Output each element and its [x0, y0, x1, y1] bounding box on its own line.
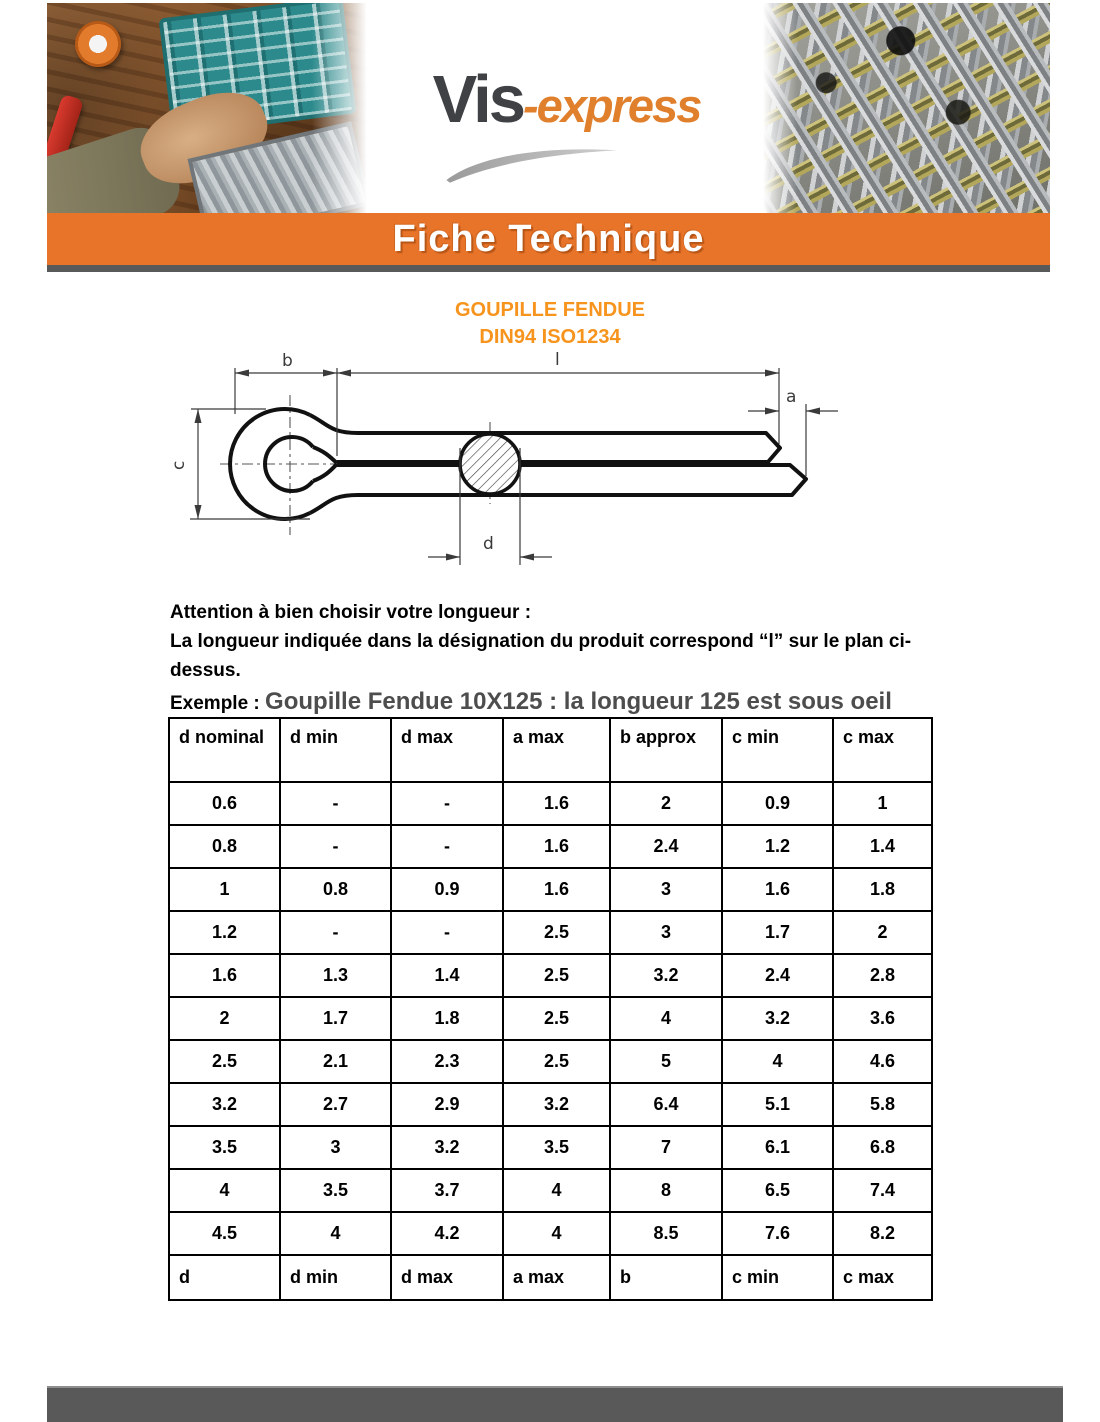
table-cell: 3.5 [280, 1169, 391, 1212]
table-cell: c min [722, 1255, 833, 1300]
table-cell: 2.5 [169, 1040, 280, 1083]
cotter-pin-drawing [170, 352, 870, 592]
table-cell: d min [280, 1255, 391, 1300]
table-cell: 6.8 [833, 1126, 932, 1169]
table-cell: 4 [503, 1212, 610, 1255]
table-cell: 2.5 [503, 1040, 610, 1083]
table-cell: 2.1 [280, 1040, 391, 1083]
photo-fade [763, 3, 1050, 213]
table-cell: c max [833, 1255, 932, 1300]
header-row [169, 718, 932, 782]
table-row [169, 782, 932, 825]
table-cell: 1.4 [833, 825, 932, 868]
table-foot [169, 1255, 932, 1300]
table-cell: 6.1 [722, 1126, 833, 1169]
logo-text-express: -express [523, 78, 701, 132]
table-cell: 4 [280, 1212, 391, 1255]
table-cell: 1.8 [833, 868, 932, 911]
dim-label-b: b [282, 352, 293, 371]
table-cell: 2.4 [722, 954, 833, 997]
table-cell: 2 [169, 997, 280, 1040]
table-row [169, 911, 932, 954]
table-cell: 4.2 [391, 1212, 503, 1255]
table-cell: - [280, 825, 391, 868]
dim-label-d: d [483, 534, 494, 554]
table-cell: 2.5 [503, 911, 610, 954]
table-cell: 2 [833, 911, 932, 954]
table-cell: d nominal [169, 718, 280, 782]
banner-title: Fiche Technique [392, 217, 705, 260]
table-cell: 3.2 [169, 1083, 280, 1126]
table-cell: 7 [610, 1126, 722, 1169]
table-cell: 0.6 [169, 782, 280, 825]
table-cell: 4.5 [169, 1212, 280, 1255]
table-cell: 3.5 [169, 1126, 280, 1169]
section-circle [460, 434, 520, 494]
table-cell: a max [503, 1255, 610, 1300]
table-cell: 1.2 [169, 911, 280, 954]
table-cell: 2.4 [610, 825, 722, 868]
table-cell: 1.7 [722, 911, 833, 954]
note-attention: Attention à bien choisir votre longueur : [170, 602, 532, 623]
table-cell: 3 [280, 1126, 391, 1169]
table-cell: 6.4 [610, 1083, 722, 1126]
table-cell: 6.5 [722, 1169, 833, 1212]
example-text: Goupille Fendue 10X125 : la longueur 125 est sous oeil [265, 688, 892, 715]
table-cell: 7.6 [722, 1212, 833, 1255]
vis-express-logo [432, 61, 701, 137]
table-cell: 1.6 [503, 782, 610, 825]
table-cell: 4 [503, 1169, 610, 1212]
dim-label-l: l [555, 352, 560, 370]
table-cell: c min [722, 718, 833, 782]
table-cell: 5 [610, 1040, 722, 1083]
table-cell: 0.9 [391, 868, 503, 911]
table-cell: 1.2 [722, 825, 833, 868]
table-cell: 8.2 [833, 1212, 932, 1255]
table-cell: 3.5 [503, 1126, 610, 1169]
table-cell: 7.4 [833, 1169, 932, 1212]
table-cell: b approx [610, 718, 722, 782]
table-cell: d [169, 1255, 280, 1300]
table-cell: 5.8 [833, 1083, 932, 1126]
footer-bar [47, 1386, 1063, 1422]
table-cell: 3.2 [610, 954, 722, 997]
table-cell: 1.6 [503, 868, 610, 911]
table-cell: 2 [610, 782, 722, 825]
table-row [169, 868, 932, 911]
workbench-photo [47, 3, 370, 213]
table-row [169, 1040, 932, 1083]
table-cell: 5.1 [722, 1083, 833, 1126]
table-cell: 2.7 [280, 1083, 391, 1126]
table-head [169, 718, 932, 782]
table-cell: 4 [722, 1040, 833, 1083]
table-cell: - [391, 825, 503, 868]
table-cell: 0.8 [280, 868, 391, 911]
table-cell: 4 [610, 997, 722, 1040]
table-row [169, 954, 932, 997]
table-cell: 0.9 [722, 782, 833, 825]
table-cell: 1.4 [391, 954, 503, 997]
table-cell: 4 [169, 1169, 280, 1212]
notes [170, 598, 960, 716]
photo-fade [47, 3, 370, 213]
table-cell: 2.5 [503, 997, 610, 1040]
table-cell: 1.6 [169, 954, 280, 997]
table-row [169, 1083, 932, 1126]
banner-underline [47, 265, 1050, 272]
table-cell: 3 [610, 911, 722, 954]
header [47, 3, 1050, 213]
table-cell: - [280, 911, 391, 954]
table-cell: 4.6 [833, 1040, 932, 1083]
note-example [170, 688, 960, 716]
table-cell: a max [503, 718, 610, 782]
table-row [169, 1212, 932, 1255]
example-label: Exemple : [170, 693, 260, 714]
banner [47, 213, 1050, 265]
table-cell: d min [280, 718, 391, 782]
table-cell: 1.3 [280, 954, 391, 997]
technical-drawing [170, 352, 870, 592]
table-cell: 2.3 [391, 1040, 503, 1083]
standard-reference: DIN94 ISO1234 [479, 326, 621, 348]
table-cell: 3 [610, 868, 722, 911]
logo-zone [370, 3, 763, 213]
table-row [169, 825, 932, 868]
table-cell: 2.9 [391, 1083, 503, 1126]
table-cell: b [610, 1255, 722, 1300]
table-cell: 3.7 [391, 1169, 503, 1212]
table-row [169, 1126, 932, 1169]
table-body [169, 782, 932, 1255]
dim-label-c: c [170, 460, 189, 470]
table-cell: - [391, 911, 503, 954]
table-cell: 1.8 [391, 997, 503, 1040]
table-cell: 3.2 [391, 1126, 503, 1169]
screws-photo [763, 3, 1050, 213]
logo-swoosh-icon [441, 142, 621, 184]
table-cell: 3.2 [503, 1083, 610, 1126]
table-row [169, 997, 932, 1040]
table-cell: 8.5 [610, 1212, 722, 1255]
table-cell: 3.6 [833, 997, 932, 1040]
dim-label-a: a [786, 387, 797, 407]
footer-header-row [169, 1255, 932, 1300]
logo-text-vis: Vis [432, 61, 523, 137]
table-cell: 1 [833, 782, 932, 825]
document-title [0, 297, 1100, 351]
table-cell: d max [391, 718, 503, 782]
table-cell: 1.6 [503, 825, 610, 868]
table-cell: - [280, 782, 391, 825]
table-cell: c max [833, 718, 932, 782]
table-cell: 1 [169, 868, 280, 911]
dimension-table [168, 717, 933, 1301]
table-cell: 1.7 [280, 997, 391, 1040]
table-cell: 3.2 [722, 997, 833, 1040]
table-cell: 8 [610, 1169, 722, 1212]
table-cell: - [391, 782, 503, 825]
table-cell: 2.5 [503, 954, 610, 997]
table-cell: d max [391, 1255, 503, 1300]
product-title: GOUPILLE FENDUE [454, 299, 645, 321]
table-cell: 2.8 [833, 954, 932, 997]
note-length: La longueur indiquée dans la désignation du produit correspond “l” sur le plan ci-dessus. [170, 631, 912, 681]
table-cell: 1.6 [722, 868, 833, 911]
table-row [169, 1169, 932, 1212]
table-cell: 0.8 [169, 825, 280, 868]
